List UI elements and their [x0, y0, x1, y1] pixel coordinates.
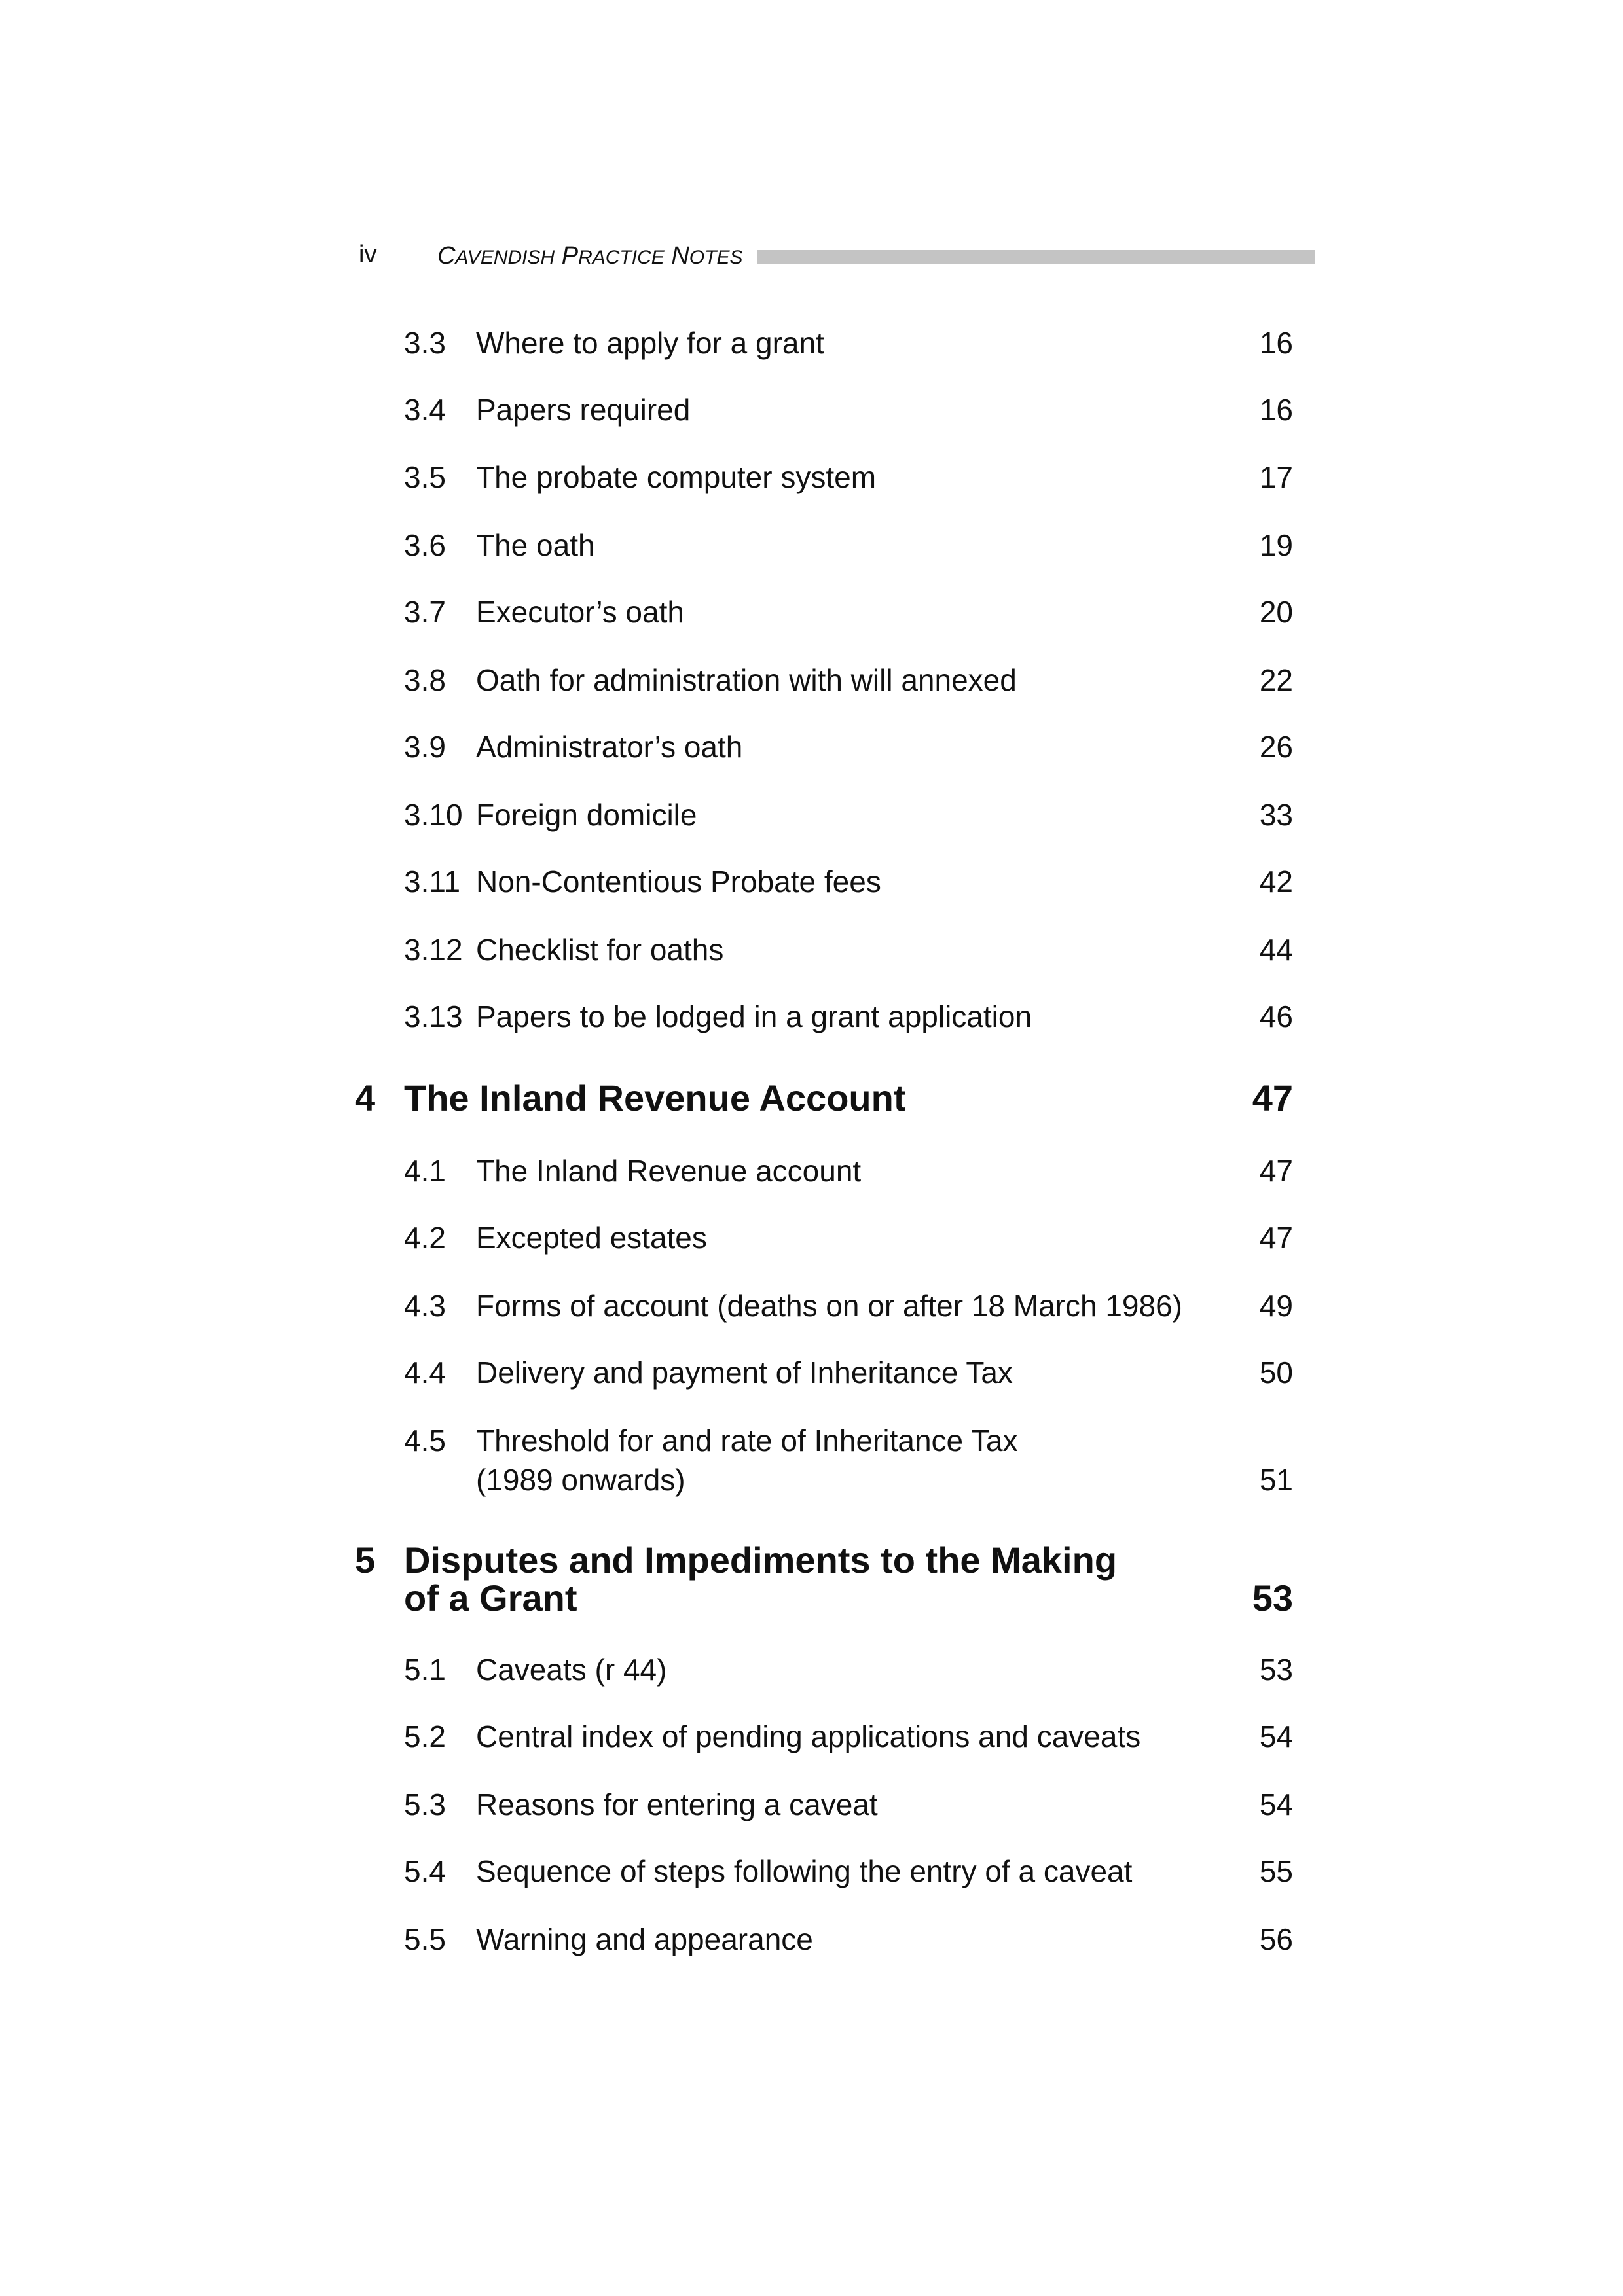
chapter-title: The Inland Revenue Account [404, 1077, 906, 1119]
entry-number: 3.8 [404, 663, 446, 697]
entry-number: 5.2 [404, 1719, 446, 1753]
entry-number: 3.7 [404, 595, 446, 629]
entry-title: Non-Contentious Probate fees [476, 865, 881, 899]
entry-title: Excepted estates [476, 1221, 707, 1255]
entry-page: 42 [1259, 865, 1293, 899]
entry-title: Papers to be lodged in a grant application [476, 999, 1032, 1033]
entry-number: 3.3 [404, 326, 446, 360]
entry-title: The probate computer system [476, 460, 877, 494]
entry-title: Checklist for oaths [476, 933, 724, 967]
entry-title: Delivery and payment of Inheritance Tax [476, 1355, 1013, 1390]
entry-page: 33 [1259, 798, 1293, 832]
entry-number: 4.2 [404, 1221, 446, 1255]
entry-number: 5.3 [404, 1787, 446, 1821]
entry-page: 54 [1259, 1719, 1293, 1753]
entry-title-continuation: (1989 onwards) [476, 1463, 685, 1497]
running-title-initial: N [671, 242, 689, 270]
running-header [359, 237, 1315, 274]
chapter-page: 53 [1252, 1577, 1293, 1619]
entry-number: 3.6 [404, 528, 446, 562]
entry-title: The oath [476, 528, 595, 562]
entry-title: Reasons for entering a caveat [476, 1787, 878, 1821]
entry-title: Central index of pending applications and caveats [476, 1719, 1141, 1753]
entry-page: 51 [1259, 1463, 1293, 1497]
page-folio: iv [359, 241, 377, 268]
entry-title: Sequence of steps following the entry of a caveat [476, 1854, 1133, 1888]
entry-number: 5.5 [404, 1922, 446, 1956]
entry-number: 3.4 [404, 393, 446, 427]
entry-title: Executor’s oath [476, 595, 684, 629]
header-rule [757, 250, 1315, 264]
entry-title: Administrator’s oath [476, 730, 743, 764]
entry-page: 19 [1259, 528, 1293, 562]
entry-title: The Inland Revenue account [476, 1154, 862, 1188]
chapter-page: 47 [1252, 1077, 1293, 1119]
running-title-rest: RACTICE [578, 247, 665, 268]
entry-page: 17 [1259, 460, 1293, 494]
entry-number: 4.1 [404, 1154, 446, 1188]
entry-number: 3.9 [404, 730, 446, 764]
entry-number: 3.11 [404, 865, 461, 899]
entry-page: 22 [1259, 663, 1293, 697]
entry-page: 16 [1259, 326, 1293, 360]
entry-number: 4.5 [404, 1424, 446, 1458]
entry-page: 16 [1259, 393, 1293, 427]
entry-number: 4.3 [404, 1289, 446, 1323]
entry-number: 3.12 [404, 933, 463, 967]
entry-title: Caveats (r 44) [476, 1653, 667, 1687]
entry-page: 53 [1259, 1653, 1293, 1687]
entry-page: 44 [1259, 933, 1293, 967]
entry-page: 49 [1259, 1289, 1293, 1323]
running-title-rest: OTES [689, 247, 743, 268]
entry-page: 47 [1259, 1221, 1293, 1255]
entry-page: 26 [1259, 730, 1293, 764]
running-title-rest: AVENDISH [455, 247, 555, 268]
chapter-title-continuation: of a Grant [404, 1577, 577, 1619]
chapter-title: Disputes and Impediments to the Making [404, 1539, 1118, 1581]
entry-number: 5.4 [404, 1854, 446, 1888]
entry-number: 4.4 [404, 1355, 446, 1390]
entry-title: Oath for administration with will annexed [476, 663, 1017, 697]
entry-number: 3.10 [404, 798, 463, 832]
entry-title: Warning and appearance [476, 1922, 813, 1956]
chapter-number: 4 [355, 1077, 376, 1119]
entry-title: Foreign domicile [476, 798, 697, 832]
entry-page: 20 [1259, 595, 1293, 629]
entry-title: Forms of account (deaths on or after 18 March 1986) [476, 1289, 1182, 1323]
entry-page: 56 [1259, 1922, 1293, 1956]
entry-page: 50 [1259, 1355, 1293, 1390]
entry-number: 3.5 [404, 460, 446, 494]
entry-page: 46 [1259, 999, 1293, 1033]
entry-number: 5.1 [404, 1653, 446, 1687]
entry-title: Threshold for and rate of Inheritance Tax [476, 1424, 1018, 1458]
entry-page: 55 [1259, 1854, 1293, 1888]
entry-title: Where to apply for a grant [476, 326, 824, 360]
running-title-initial: C [437, 242, 456, 270]
entry-page: 47 [1259, 1154, 1293, 1188]
running-title-initial: P [561, 242, 579, 270]
running-title [437, 242, 742, 270]
entry-page: 54 [1259, 1787, 1293, 1821]
chapter-number: 5 [355, 1539, 376, 1581]
entry-number: 3.13 [404, 999, 463, 1033]
entry-title: Papers required [476, 393, 691, 427]
